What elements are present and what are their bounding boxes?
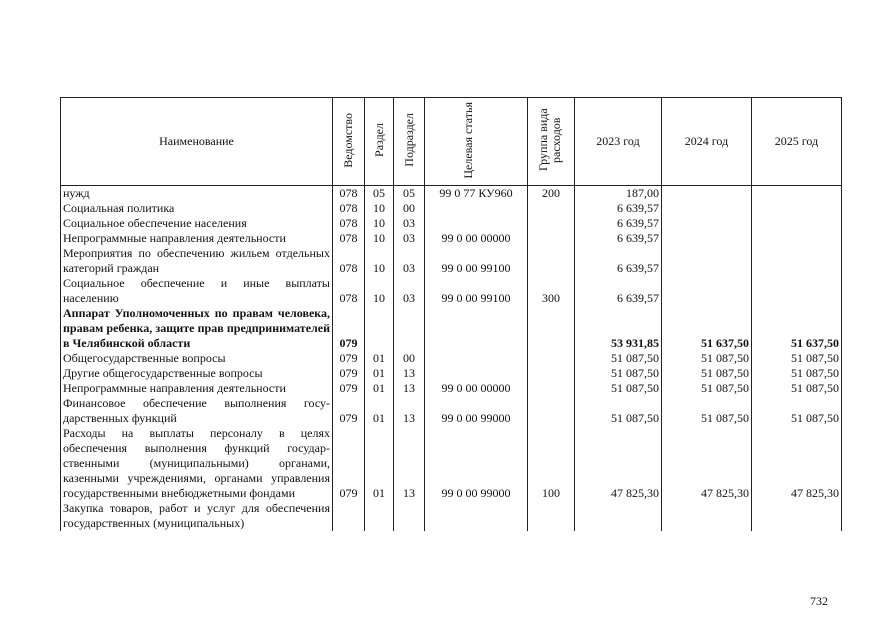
cell-target-article [425, 306, 528, 351]
cell-2023: 53 931,85 [575, 306, 662, 351]
cell-2023: 47 825,30 [575, 426, 662, 501]
header-razdel: Раздел [365, 98, 394, 186]
cell-razdel: 01 [365, 426, 394, 501]
cell-2025: 51 087,50 [752, 396, 842, 426]
cell-2023 [575, 501, 662, 531]
cell-expense-group [528, 381, 575, 396]
cell-podrazdel: 03 [394, 231, 425, 246]
cell-expense-group [528, 501, 575, 531]
cell-razdel: 01 [365, 351, 394, 366]
header-name: Наименование [61, 98, 333, 186]
cell-podrazdel: 13 [394, 426, 425, 501]
cell-vedomstvo: 078 [333, 216, 365, 231]
cell-razdel: 10 [365, 201, 394, 216]
cell-expense-group [528, 306, 575, 351]
cell-podrazdel: 13 [394, 381, 425, 396]
cell-2023: 6 639,57 [575, 231, 662, 246]
cell-target-article [425, 366, 528, 381]
cell-razdel [365, 501, 394, 531]
cell-target-article [425, 216, 528, 231]
cell-vedomstvo: 078 [333, 231, 365, 246]
cell-razdel: 10 [365, 216, 394, 231]
cell-2023: 6 639,57 [575, 276, 662, 306]
cell-2024 [662, 201, 752, 216]
cell-name: Социальное обеспечение и иные выплаты населению [61, 276, 333, 306]
cell-expense-group [528, 231, 575, 246]
cell-target-article [425, 201, 528, 216]
cell-2023: 6 639,57 [575, 246, 662, 276]
page-number: 732 [810, 594, 828, 608]
cell-vedomstvo: 079 [333, 306, 365, 351]
cell-expense-group [528, 246, 575, 276]
header-year-2024: 2024 год [662, 98, 752, 186]
cell-name: Мероприятия по обеспечению жильем отдельных категорий граждан [61, 246, 333, 276]
cell-target-article [425, 351, 528, 366]
cell-podrazdel: 03 [394, 216, 425, 231]
cell-2025 [752, 246, 842, 276]
cell-expense-group [528, 216, 575, 231]
cell-2025: 51 087,50 [752, 351, 842, 366]
cell-2025 [752, 216, 842, 231]
cell-name: Социальное обеспечение населения [61, 216, 333, 231]
cell-razdel: 01 [365, 381, 394, 396]
cell-name: Другие общегосударственные вопросы [61, 366, 333, 381]
header-podrazdel: Подраздел [394, 98, 425, 186]
cell-2024 [662, 231, 752, 246]
cell-target-article: 99 0 77 КУ960 [425, 186, 528, 202]
header-vedomstvo: Ведомство [333, 98, 365, 186]
cell-name: Закупка товаров, работ и услуг для обеспечения государственных (муниципальных) [61, 501, 333, 531]
table-header-row [61, 98, 842, 186]
cell-vedomstvo: 079 [333, 426, 365, 501]
cell-vedomstvo: 078 [333, 186, 365, 202]
cell-razdel: 10 [365, 246, 394, 276]
cell-2023: 6 639,57 [575, 201, 662, 216]
header-year-2025: 2025 год [752, 98, 842, 186]
cell-razdel: 01 [365, 396, 394, 426]
cell-2023: 51 087,50 [575, 366, 662, 381]
cell-target-article: 99 0 00 00000 [425, 381, 528, 396]
cell-2024 [662, 246, 752, 276]
cell-podrazdel: 13 [394, 366, 425, 381]
cell-razdel [365, 306, 394, 351]
cell-2025: 51 637,50 [752, 306, 842, 351]
cell-vedomstvo: 079 [333, 396, 365, 426]
cell-razdel: 05 [365, 186, 394, 202]
cell-2024 [662, 501, 752, 531]
table-row [61, 276, 842, 306]
cell-name: Аппарат Уполномоченных по правам человека, правам ребенка, защите прав предпринимателей в Челябинской области [61, 306, 333, 351]
table-body [61, 186, 842, 532]
table-row [61, 366, 842, 381]
cell-2025 [752, 276, 842, 306]
table-row [61, 501, 842, 531]
cell-2024 [662, 216, 752, 231]
table-row [61, 396, 842, 426]
cell-vedomstvo: 078 [333, 246, 365, 276]
cell-2023: 6 639,57 [575, 216, 662, 231]
table-row [61, 306, 842, 351]
cell-vedomstvo: 079 [333, 351, 365, 366]
cell-2024 [662, 276, 752, 306]
cell-2024: 47 825,30 [662, 426, 752, 501]
cell-podrazdel [394, 306, 425, 351]
table-row [61, 216, 842, 231]
cell-target-article: 99 0 00 99100 [425, 246, 528, 276]
cell-2025 [752, 186, 842, 202]
budget-table [60, 97, 842, 531]
header-expense-group: Группа вида расходов [528, 98, 575, 186]
cell-2025 [752, 201, 842, 216]
cell-2023: 51 087,50 [575, 381, 662, 396]
cell-2024: 51 087,50 [662, 351, 752, 366]
cell-name: Непрограммные направления деятельности [61, 231, 333, 246]
cell-2023: 51 087,50 [575, 396, 662, 426]
header-year-2023: 2023 год [575, 98, 662, 186]
cell-2025 [752, 231, 842, 246]
table-row [61, 231, 842, 246]
cell-name: нужд [61, 186, 333, 202]
cell-2025: 51 087,50 [752, 366, 842, 381]
cell-razdel: 10 [365, 276, 394, 306]
cell-vedomstvo: 079 [333, 381, 365, 396]
cell-name: Непрограммные направления деятельности [61, 381, 333, 396]
cell-expense-group [528, 366, 575, 381]
table-row [61, 201, 842, 216]
cell-vedomstvo: 078 [333, 276, 365, 306]
table-row [61, 381, 842, 396]
cell-target-article: 99 0 00 99100 [425, 276, 528, 306]
cell-vedomstvo: 078 [333, 201, 365, 216]
cell-target-article [425, 501, 528, 531]
cell-2025: 47 825,30 [752, 426, 842, 501]
cell-expense-group: 200 [528, 186, 575, 202]
cell-2025: 51 087,50 [752, 381, 842, 396]
cell-vedomstvo: 079 [333, 366, 365, 381]
table-row [61, 186, 842, 202]
cell-2024: 51 087,50 [662, 381, 752, 396]
cell-podrazdel: 05 [394, 186, 425, 202]
cell-2023: 187,00 [575, 186, 662, 202]
cell-target-article: 99 0 00 99000 [425, 426, 528, 501]
cell-target-article: 99 0 00 00000 [425, 231, 528, 246]
cell-vedomstvo [333, 501, 365, 531]
cell-expense-group: 300 [528, 276, 575, 306]
table-row [61, 351, 842, 366]
cell-name: Расходы на выплаты персоналу в целях обеспечения выполнения функций государственными (муниципальными) органами, казенными учреждениями, органами управления государственными внебюджетными фондами [61, 426, 333, 501]
table-row [61, 246, 842, 276]
cell-razdel: 01 [365, 366, 394, 381]
cell-expense-group: 100 [528, 426, 575, 501]
table-row [61, 426, 842, 501]
cell-podrazdel: 03 [394, 246, 425, 276]
cell-name: Финансовое обеспечение выполнения государственных функций [61, 396, 333, 426]
cell-name: Социальная политика [61, 201, 333, 216]
cell-podrazdel: 00 [394, 351, 425, 366]
cell-podrazdel: 03 [394, 276, 425, 306]
cell-target-article: 99 0 00 99000 [425, 396, 528, 426]
cell-2024: 51 637,50 [662, 306, 752, 351]
cell-2024: 51 087,50 [662, 396, 752, 426]
cell-2024: 51 087,50 [662, 366, 752, 381]
cell-2024 [662, 186, 752, 202]
cell-expense-group [528, 396, 575, 426]
cell-2025 [752, 501, 842, 531]
cell-podrazdel: 00 [394, 201, 425, 216]
cell-podrazdel [394, 501, 425, 531]
cell-expense-group [528, 351, 575, 366]
cell-razdel: 10 [365, 231, 394, 246]
cell-podrazdel: 13 [394, 396, 425, 426]
cell-2023: 51 087,50 [575, 351, 662, 366]
cell-expense-group [528, 201, 575, 216]
header-target-article: Целевая статья [425, 98, 528, 186]
cell-name: Общегосударственные вопросы [61, 351, 333, 366]
